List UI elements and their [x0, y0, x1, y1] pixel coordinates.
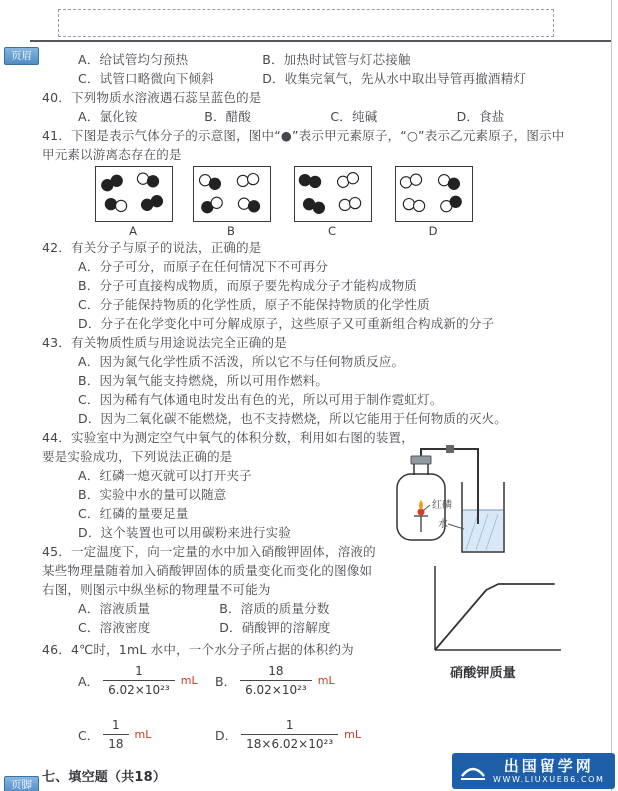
carry-options-row-2	[78, 71, 526, 86]
molecule-diagram-c	[295, 167, 371, 221]
q46-option-b-fraction	[240, 664, 312, 697]
q40-option-c: C．纯碱	[330, 109, 378, 124]
flame-icon	[419, 500, 423, 510]
q46-option-b-label: B．	[215, 673, 237, 689]
liuxue86-site-name: 出国留学网	[503, 756, 594, 775]
q42-option-b: B．分子可直接构成物质，而原子要先构成分子才能构成物质	[78, 278, 417, 293]
q44-stem-line1: 44．实验室中为测定空气中氧气的体积分数，利用如右图的装置，	[42, 430, 414, 445]
header-rule	[30, 40, 612, 42]
q43-option-a: A．因为氮气化学性质不活泼，所以它不与任何物质反应。	[78, 354, 405, 369]
q44-option-a: A．红磷一熄灭就可以打开夹子	[78, 468, 252, 483]
fraction-numerator: 1	[285, 718, 294, 732]
q46-option-d-label: D．	[215, 727, 238, 743]
q42-option-d: D．分子在化学变化中可分解成原子，这些原子又可重新组合构成新的分子	[78, 316, 495, 331]
q45-stem-line3: 右图，则图示中纵坐标的物理量不可能为	[42, 582, 271, 597]
fraction-numerator: 18	[268, 664, 284, 678]
q40-stem: 40．下列物质水溶液遇石蕊呈蓝色的是	[42, 90, 262, 105]
molecule-diagram-d	[396, 167, 472, 221]
fraction-denominator: 18	[103, 734, 128, 751]
q45-option-b: B．溶质的质量分数	[219, 601, 330, 616]
q41-box-label-b: B	[227, 224, 235, 238]
q46-option-d-unit: mL	[344, 728, 361, 741]
carry-option-c: C．试管口略微向下倾斜	[78, 71, 214, 86]
section-7-heading: 七、填空题（共18）	[42, 770, 167, 785]
q43-stem: 43．有关物质性质与用途说法完全正确的是	[42, 335, 287, 350]
q41-stem-line1: 41．下图是表示气体分子的示意图，图中“●”表示甲元素原子，“○”表示乙元素原子，图示中	[42, 128, 565, 143]
header-tag: 页眉	[4, 47, 39, 65]
q43-option-d: D．因为二氧化碳不能燃烧，也不支持燃烧，所以它能用于任何物质的灭火。	[78, 411, 507, 426]
carry-option-a: A．给试管均匀预热	[78, 52, 189, 67]
q43-option-c: C．因为稀有气体通电时发出有色的光，所以可用于制作霓虹灯。	[78, 392, 443, 407]
tube-clamp	[446, 445, 454, 453]
q41-molecule-box-a	[95, 166, 173, 222]
q45-options-row-1	[78, 601, 330, 616]
liuxue86-site-url: WWW.LIUXUE86.COM	[493, 774, 605, 784]
fraction-denominator: 6.02×10²³	[103, 680, 175, 697]
q46-option-a-unit: mL	[180, 674, 198, 687]
q44-option-d: D．这个装置也可以用碳粉来进行实验	[78, 525, 292, 540]
q46-option-a-fraction	[103, 664, 175, 697]
q41-stem-line2: 甲元素以游离态存在的是	[42, 147, 182, 162]
q46-option-d-fraction	[241, 718, 338, 751]
q46-option-a	[78, 664, 198, 697]
q42-option-a: A．分子可分，而原子在任何情况下不可再分	[78, 259, 329, 274]
fraction-numerator: 1	[112, 718, 120, 732]
q45-option-d: D．硝酸钾的溶解度	[219, 620, 331, 635]
fraction-numerator: 1	[135, 664, 143, 678]
q41-molecule-box-c	[294, 166, 372, 222]
q46-option-d	[215, 718, 361, 751]
q44-option-c: C．红磷的量要足量	[78, 506, 189, 521]
liuxue86-logo[interactable]	[452, 753, 615, 789]
oxygen-measurement-apparatus	[378, 444, 508, 558]
word-header-edit-region[interactable]	[58, 9, 554, 37]
q42-option-c: C．分子能保持物质的化学性质，原子不能保持物质的化学性质	[78, 297, 430, 312]
q43-option-b: B．因为氧气能支持燃烧，所以可用作燃料。	[78, 373, 329, 388]
q41-box-label-d: D	[428, 224, 438, 238]
page-right-border	[611, 0, 612, 791]
q40-option-a: A．氯化铵	[78, 109, 138, 124]
q45-graph	[415, 560, 565, 660]
q46-option-b	[215, 664, 335, 697]
q40-option-d: D．食盐	[456, 109, 505, 124]
liuxue86-logo-text	[493, 758, 605, 785]
q45-options-row-2	[78, 620, 331, 635]
carry-option-d: D．收集完氧气，先从水中取出导管再撤酒精灯	[262, 71, 527, 86]
q45-stem-line2: 某些物理量随着加入硝酸钾固体的质量变化而变化的图像如	[42, 563, 373, 578]
flask-stopper	[411, 456, 431, 464]
fraction-denominator: 18×6.02×10²³	[241, 734, 338, 751]
q45-option-a: A．溶液质量	[78, 601, 151, 616]
q41-molecule-box-d	[395, 166, 473, 222]
label-water: 水	[438, 519, 448, 530]
graph-curve	[435, 584, 555, 650]
footer-tag: 页脚	[4, 776, 39, 791]
molecule-diagram-b	[194, 167, 270, 221]
q46-option-c	[78, 718, 151, 751]
q45-x-axis-label: 硝酸钾质量	[450, 666, 517, 681]
carry-option-b: B．加热时试管与灯芯接触	[262, 52, 411, 67]
q41-molecule-box-b	[193, 166, 271, 222]
q46-option-c-unit: mL	[134, 728, 152, 741]
liuxue86-logo-icon	[460, 760, 486, 782]
q45-stem-line1: 45．一定温度下，向一定量的水中加入硝酸钾固体，溶液的	[42, 544, 376, 559]
fraction-denominator: 6.02×10²³	[240, 680, 312, 697]
q46-stem: 46．4℃时，1mL 水中，一个水分子所占据的体积约为	[42, 642, 354, 657]
q41-box-label-a: A	[129, 224, 137, 238]
q46-option-c-label: C．	[78, 727, 100, 743]
q42-stem: 42．有关分子与原子的说法，正确的是	[42, 240, 262, 255]
label-red-phosphorus: 红磷	[432, 500, 452, 511]
carry-options-row-1	[78, 52, 411, 67]
q40-option-b: B．醋酸	[204, 109, 252, 124]
q45-option-c: C．溶液密度	[78, 620, 151, 635]
q41-box-label-c: C	[327, 224, 337, 238]
molecule-diagram-a	[96, 167, 172, 221]
q46-option-c-fraction	[103, 718, 128, 751]
q46-option-b-unit: mL	[317, 674, 335, 687]
q44-option-b: B．实验中水的量可以随意	[78, 487, 227, 502]
q44-stem-line2: 要是实验成功，下列说法正确的是	[42, 449, 233, 464]
q40-options	[78, 109, 505, 124]
q46-option-a-label: A．	[78, 673, 100, 689]
